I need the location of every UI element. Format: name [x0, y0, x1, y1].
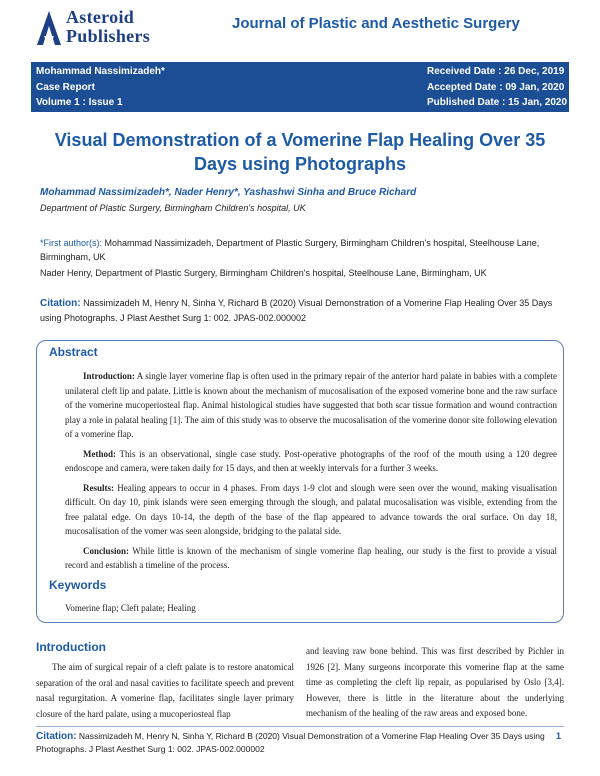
article-info-bar: [31, 62, 569, 112]
article-title: Visual Demonstration of a Vomerine Flap Healing Over 35 Days using Photographs: [54, 130, 546, 174]
abstract-conclusion-text: While little is known of the mechanism of single vomerine flap healing, our study is the first to provide a visual record and establish a timeline of the process.: [65, 545, 557, 570]
journal-title: Journal of Plastic and Aesthetic Surgery: [232, 15, 520, 32]
introduction-heading: Introduction: [36, 640, 106, 654]
keywords-text: Vomerine flap; Cleft palate; Healing: [65, 603, 196, 613]
footer-citation-text: Nassimizadeh M, Henry N, Sinha Y, Richard B (2020) Visual Demonstration of a Vomerine Flap Healing Over 35 Days using Photographs. J Plast Aesthet Surg 1: 002. JPAS-002.000002: [36, 731, 545, 754]
abstract-method-label: Method:: [83, 448, 116, 459]
abstract-results: [65, 481, 557, 539]
department: Department of Plastic Surgery, Birmingham Children's hospital, UK: [40, 203, 306, 213]
abstract-body: [65, 369, 557, 578]
second-author-text: Nader Henry, Department of Plastic Surgery, Birmingham Children's hospital, Steelhouse Lane, Birmingham, UK: [40, 268, 487, 278]
info-published: Published Date : 15 Jan, 2020: [427, 97, 568, 108]
citation-block: [40, 296, 560, 325]
footer-divider: [36, 726, 564, 727]
page-number: 1: [556, 731, 562, 741]
introduction-left-column: The aim of surgical repair of a cleft palate is to restore anatomical separation of the oral and nasal cavities to facilitate speech and prevent nasal regurgitation. A vomerine flap, facilitates single layer primary closure of the hard palate, using a mucoperiosteal flap: [36, 662, 294, 719]
abstract-conclusion-label: Conclusion:: [83, 545, 130, 556]
publisher-name: [66, 8, 150, 46]
info-received: Received Date : 26 Dec, 2019: [427, 66, 565, 77]
first-author-text: Mohammad Nassimizadeh, Department of Plastic Surgery, Birmingham Children's hospital, Steelhouse Lane, Birmingham, UK: [40, 238, 540, 262]
info-author: Mohammad Nassimizadeh*: [36, 66, 165, 77]
abstract-results-label: Results:: [83, 482, 114, 493]
publisher-line-1: Asteroid: [66, 7, 135, 27]
page-header: [0, 0, 600, 58]
author-list: Mohammad Nassimizadeh*, Nader Henry*, Yashashwi Sinha and Bruce Richard: [40, 187, 417, 198]
info-type: Case Report: [36, 82, 95, 93]
publisher-line-2: Publishers: [66, 26, 151, 46]
abstract-box: [36, 340, 564, 623]
info-volume: Volume 1 : Issue 1: [36, 97, 123, 108]
info-accepted: Accepted Date : 09 Jan, 2020: [427, 82, 565, 93]
abstract-intro-text: A single layer vomerine flap is often used in the primary repair of the anterior hard palate in babies with a complete unilateral cleft lip and palate. Little is known about the mechanism of mucosalisation of the exposed vomerine bone and the raw surface of the vomerine mucoperiosteal flap. Animal histological studies have suggested that both scar tissue formation and wound contraction play a role in palatal healing [1]. The aim of this study was to observe the mucosalisation of the vomerine donor site following elevation of a vomerine flap.: [65, 371, 557, 439]
abstract-method-text: This is an observational, single case study. Post-operative photographs of the roof of the mouth using a 120 degree endoscope and camera, were taken daily for 15 days, and then at weekly intervals for a further 3 weeks.: [65, 448, 558, 473]
abstract-results-text: Healing appears to occur in 4 phases. From days 1-9 clot and slough were seen over the wound, making visualisation difficult. On day 10, pink islands were seen emerging through the slough, and palatal mucosalisation was visible, extending from the free palatal edge. On days 10-14, the depth of the base of the flap appeared to advance towards the oral surface. On day 18, mucosalisation of the vomer was seen alongside, bridging to the palatal side.: [65, 482, 558, 536]
abstract-introduction: [65, 369, 557, 442]
footer-citation-label: Citation:: [36, 731, 77, 742]
abstract-heading: Abstract: [49, 345, 98, 359]
citation-label: Citation:: [40, 298, 81, 309]
footer-citation: [36, 730, 550, 756]
introduction-right-column: and leaving raw bone behind. This was first described by Pichler in 1926 [2]. Many surgeons incorporate this vomerine flap at the same time as completing the cleft lip repair, as popularised by Oslo [3,4]. However, there is little in the literature about the underlying mechanism of the healing of the raw areas and exposed bone.: [306, 646, 564, 718]
citation-text: Nassimizadeh M, Henry N, Sinha Y, Richard B (2020) Visual Demonstration of a Vomerine Flap Healing Over 35 Days using Photographs. J Plast Aesthet Surg 1: 002. JPAS-002.000002: [40, 298, 553, 323]
publisher-logo: [36, 8, 176, 50]
keywords-heading: Keywords: [49, 578, 107, 592]
abstract-method: [65, 447, 557, 476]
asteroid-logo-icon: [36, 10, 62, 46]
abstract-conclusion: [65, 544, 557, 573]
first-author-block: [40, 236, 560, 264]
abstract-intro-label: Introduction:: [83, 371, 135, 381]
first-author-label: *First author(s):: [40, 238, 103, 248]
